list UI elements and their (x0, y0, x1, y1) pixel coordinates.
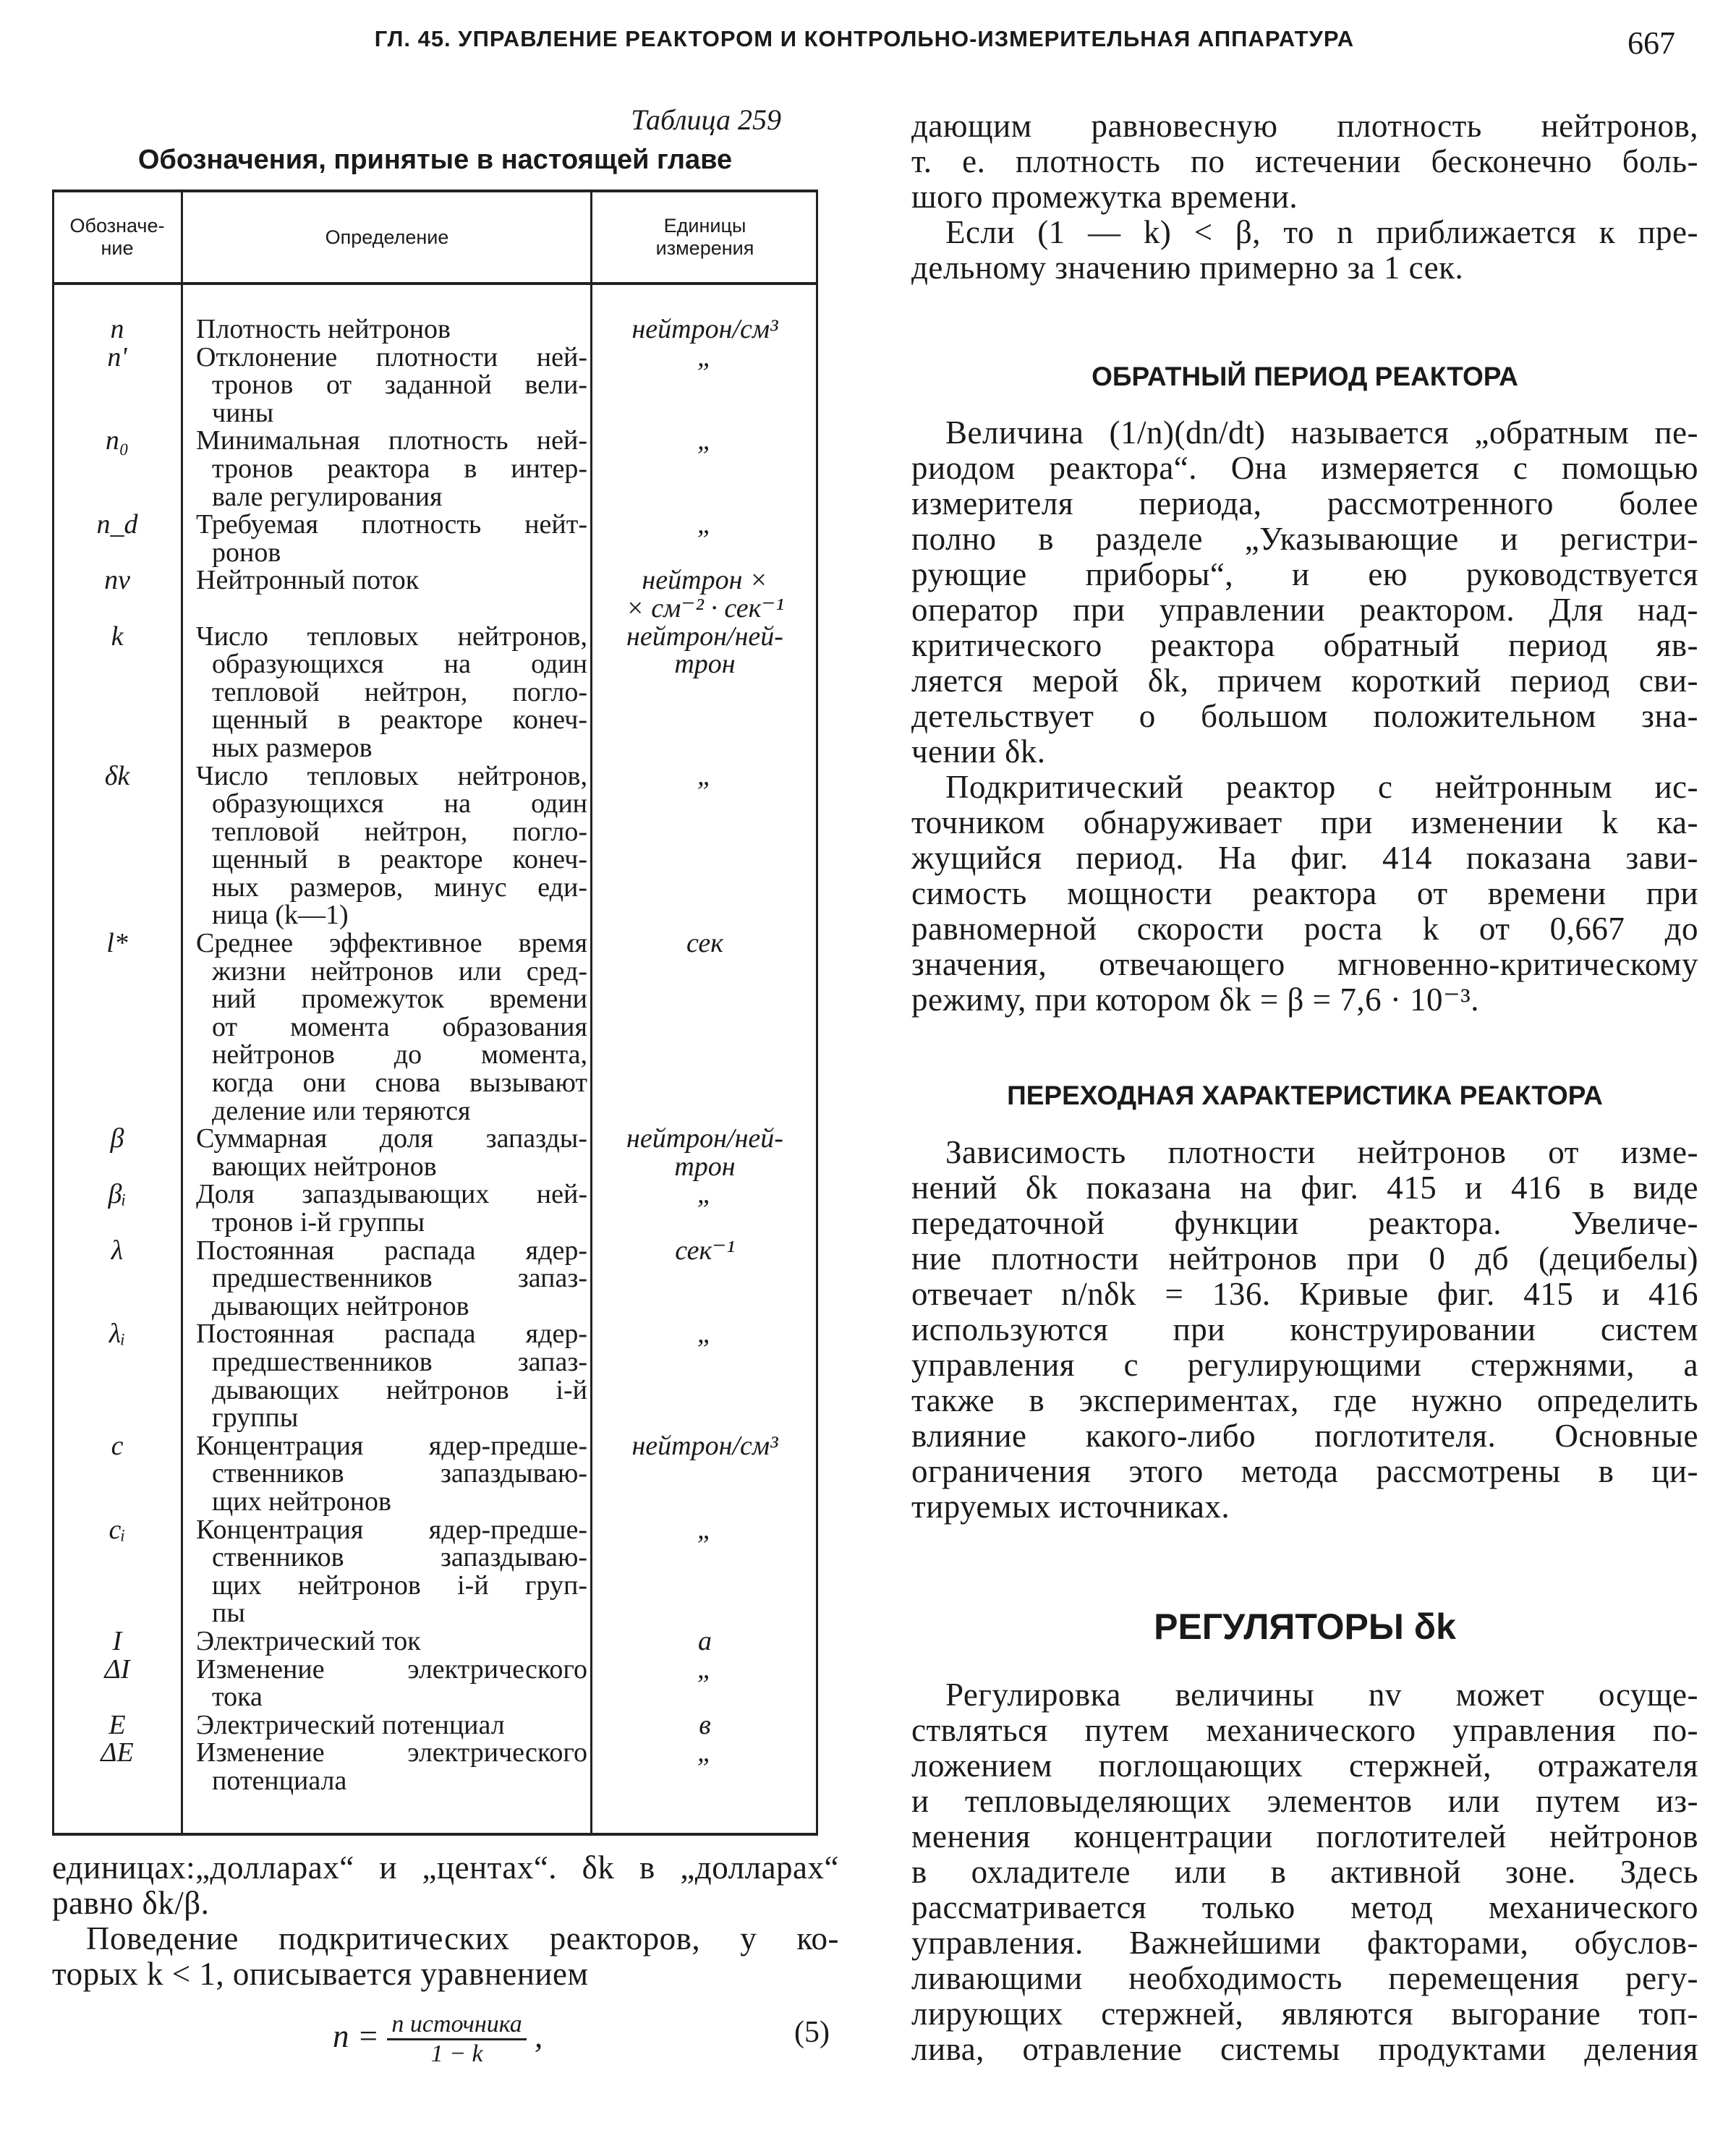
definition-line: Концентрация ядер-предше- (196, 1430, 587, 1461)
definition-line: дывающих нейтронов i-й (212, 1374, 587, 1405)
table-body (52, 315, 818, 1794)
units-line: нейтрон/см³ (631, 1430, 778, 1461)
table-row (52, 1711, 818, 1740)
section-heading-regulators: РЕГУЛЯТОРЫ δk (1154, 1606, 1456, 1647)
row-symbol: n₀ (105, 425, 129, 456)
text-line: дельному значению примерно за 1 сек. (911, 250, 1464, 286)
paragraph (911, 415, 1698, 770)
row-symbol: n' (107, 341, 127, 372)
units-line: „ (697, 1653, 713, 1685)
paragraph (911, 108, 1698, 215)
text-line: нений δk показана на фиг. 415 и 416 в виде (911, 1170, 1698, 1206)
text-line: в охладителе или в активной зоне. Здесь (911, 1854, 1698, 1890)
table-row (52, 1653, 818, 1713)
equation-5 (333, 2011, 542, 2068)
definition-line: Плотность нейтронов (196, 314, 451, 344)
text-line: Величина (1/n)(dn/dt) называется „обратным пе- (945, 414, 1698, 451)
paragraph (911, 1677, 1698, 2067)
units-line: „ (697, 1319, 713, 1350)
paragraph (52, 1921, 839, 1992)
definition-line: от момента образования (212, 1011, 587, 1042)
definition-line: Отклонение плотности ней- (196, 341, 587, 372)
row-definition (182, 1180, 592, 1236)
definition-line: Постоянная распада ядер- (196, 1235, 587, 1266)
definition-line: щенный в реакторе конеч- (212, 844, 587, 875)
row-units (592, 762, 818, 930)
text-line: Если (1 — k) < β, то n приближается к пре- (945, 214, 1698, 250)
text-line: ствляться путем механического управления по- (911, 1712, 1698, 1748)
table-row (52, 1180, 818, 1236)
definition-line: образующихся на один (212, 788, 587, 819)
text-line: ограничения этого метода рассмотрены в ци- (911, 1453, 1698, 1489)
units-line: трон (674, 649, 736, 680)
left-body-text (52, 1850, 839, 1992)
paragraph (911, 215, 1698, 286)
text-line: симость мощности реактора от времени при (911, 875, 1698, 911)
units-line: × см⁻² · сек⁻¹ (626, 592, 784, 623)
text-line: режиму, при котором δk = β = 7,6 · 10⁻³. (911, 982, 1480, 1018)
row-definition (182, 1125, 592, 1180)
row-definition (182, 566, 592, 622)
definition-line: Доля запаздывающих ней- (196, 1179, 587, 1210)
row-units (592, 1653, 818, 1711)
text-line: Регулировка величины nv может осуще- (945, 1677, 1698, 1713)
units-line: „ (697, 509, 713, 540)
text-line: Подкритический реактор с нейтронным ис- (945, 769, 1698, 805)
equation-denominator: 1 − k (430, 2040, 483, 2067)
row-units (592, 1237, 818, 1321)
definition-line: тепловой нейтрон, погло- (212, 816, 587, 847)
units-line: трон (674, 1151, 736, 1182)
text-line: значения, отвечающего мгновенно-критическому (911, 946, 1698, 982)
definition-line: тронов реактора в интер- (212, 453, 587, 484)
table-row (52, 427, 818, 511)
text-line: и тепловыделяющих элементов или путем из- (911, 1783, 1698, 1819)
units-line: а (698, 1625, 712, 1656)
header-units: Единицы измерения (655, 215, 754, 259)
table-row (52, 566, 818, 622)
definition-line: Суммарная доля запазды- (196, 1123, 587, 1154)
table-title: Обозначения, принятые в настоящей главе (137, 145, 733, 175)
definition-line: Минимальная плотность ней- (196, 425, 587, 456)
row-units (592, 341, 818, 427)
row-definition (182, 1653, 592, 1713)
units-line: нейтрон/см³ (631, 314, 778, 344)
definition-line: образующихся на один (212, 649, 587, 680)
units-line: „ (697, 1514, 713, 1545)
definition-line: Электрический потенциал (196, 1709, 505, 1740)
text-line: менения концентрации поглотителей нейтронов (911, 1818, 1698, 1855)
units-line: „ (697, 760, 713, 791)
text-line: рующие приборы“, и ею руководствуется (911, 556, 1698, 592)
row-units (592, 623, 818, 762)
definition-line: чины (212, 397, 274, 428)
text-line: Зависимость плотности нейтронов от изме- (945, 1134, 1698, 1170)
table-row (52, 341, 818, 428)
text-line: точником обнаруживает при изменении k ка- (911, 804, 1698, 840)
units-line: нейтрон/ней- (626, 621, 783, 652)
page-number: 667 (1628, 25, 1675, 61)
text-line: ливающими необходимость перемещения регу- (911, 1960, 1698, 1996)
definition-line: ственников запаздываю- (212, 1458, 587, 1489)
paragraph (911, 770, 1698, 1018)
row-units (592, 511, 818, 566)
units-line: „ (697, 341, 713, 372)
text-line: Поведение подкритических реакторов, у ко- (86, 1920, 839, 1956)
units-line: нейтрон/ней- (626, 1123, 783, 1154)
definition-line: дывающих нейтронов (212, 1290, 469, 1321)
row-units (592, 1739, 818, 1794)
row-units (592, 1627, 818, 1656)
row-units (592, 1711, 818, 1740)
row-definition (182, 929, 592, 1125)
definition-line: Нейтронный поток (196, 565, 420, 596)
row-units (592, 427, 818, 511)
row-units (592, 315, 818, 344)
row-definition (182, 1319, 592, 1434)
row-symbol: λ (111, 1235, 124, 1266)
row-symbol: βᵢ (108, 1179, 127, 1210)
units-line: „ (697, 1179, 713, 1210)
row-definition (182, 623, 592, 762)
row-definition (182, 315, 592, 344)
row-units (592, 1320, 818, 1431)
definition-line: ственников запаздываю- (212, 1542, 587, 1573)
text-line: измерителя периода, рассмотренного более (911, 485, 1698, 521)
row-symbol: I (112, 1625, 122, 1656)
text-line: равномерной скорости роста k от 0,667 до (911, 911, 1698, 947)
row-units (592, 566, 818, 622)
row-symbol: ΔE (101, 1737, 134, 1768)
table-row (52, 315, 818, 344)
text-line: тируемых источниках. (911, 1489, 1230, 1525)
text-line: шого промежутка времени. (911, 179, 1298, 215)
text-line: дающим равновесную плотность нейтронов, (911, 108, 1698, 144)
definition-line: Изменение электрического (196, 1653, 587, 1685)
definition-line: щенный в реакторе конеч- (212, 704, 587, 736)
text-line: ние плотности нейтронов при 0 дб (децибелы) (911, 1240, 1698, 1277)
row-units (592, 1180, 818, 1236)
text-line: равно δk/β. (52, 1885, 210, 1921)
section-heading-inverse-period: ОБРАТНЫЙ ПЕРИОД РЕАКТОРА (1092, 362, 1518, 391)
row-symbol: nv (104, 565, 130, 596)
definition-line: вающих нейтронов (212, 1151, 437, 1182)
text-line: полно в разделе „Указывающие и регистри- (911, 521, 1698, 557)
definition-line: ронов (212, 537, 281, 568)
right-block-1 (911, 108, 1698, 286)
units-line: сек (686, 928, 723, 959)
definition-line: деление или теряются (212, 1095, 471, 1126)
equation-comma: , (535, 2017, 543, 2054)
definition-line: Число тепловых нейтронов, (196, 621, 587, 652)
definition-line: ных размеров, минус еди- (212, 872, 587, 903)
text-line: передаточной функции реактора. Увеличе- (911, 1205, 1698, 1241)
table-row (52, 762, 818, 930)
text-line: также в экспериментах, где нужно определить (911, 1382, 1698, 1418)
table-row (52, 511, 818, 566)
definition-line: ных размеров (212, 732, 373, 763)
row-units (592, 1516, 818, 1627)
table-row (52, 1319, 818, 1434)
definition-line: когда они снова вызывают (212, 1068, 587, 1099)
row-symbol: δk (104, 760, 130, 791)
text-line: ложением поглощающих стержней, отражателя (911, 1747, 1698, 1784)
definition-line: группы (212, 1402, 299, 1434)
units-line: „ (697, 1737, 713, 1768)
header-definition: Определение (325, 226, 449, 248)
row-definition (182, 762, 592, 930)
units-line: нейтрон × (642, 565, 768, 596)
row-symbol: c (111, 1430, 124, 1461)
definition-line: Концентрация ядер-предше- (196, 1514, 587, 1545)
definition-line: нейтронов до момента, (212, 1039, 587, 1070)
paragraph (52, 1850, 839, 1921)
units-line: в (699, 1709, 711, 1740)
table-row (52, 623, 818, 762)
right-block-4 (911, 1677, 1698, 2067)
header-symbol: Обозначе- ние (69, 215, 165, 259)
notation-table (52, 190, 818, 1836)
equation-number: (5) (794, 2016, 830, 2049)
row-symbol: cᵢ (109, 1514, 126, 1545)
equation-numerator: n источника (387, 2011, 526, 2040)
definition-line: тепловой нейтрон, погло- (212, 676, 587, 707)
definition-line: вале регулирования (212, 481, 443, 512)
definition-line: ница (k—1) (212, 900, 349, 931)
text-line: единицах:„долларах“ и „центах“. δk в „долларах“ (52, 1849, 839, 1886)
row-definition (182, 1627, 592, 1656)
definition-line: жизни нейтронов или сред- (212, 955, 587, 987)
row-definition (182, 1739, 592, 1794)
text-line: чении δk. (911, 733, 1046, 770)
text-line: риодом реактора“. Она измеряется с помощью (911, 450, 1698, 486)
row-symbol: n_d (96, 509, 138, 540)
definition-line: потенциала (212, 1765, 347, 1796)
text-line: оператор при управлении реактором. Для над- (911, 592, 1698, 628)
paragraph (911, 1135, 1698, 1525)
definition-line: щих нейтронов i-й груп- (212, 1570, 587, 1601)
text-line: используются при конструировании систем (911, 1311, 1698, 1347)
row-symbol: n (110, 314, 124, 344)
units-line: „ (697, 425, 713, 456)
row-units (592, 1432, 818, 1516)
section-heading-transfer-function: ПЕРЕХОДНАЯ ХАРАКТЕРИСТИКА РЕАКТОРА (1007, 1081, 1603, 1110)
text-line: жущийся период. На фиг. 414 показана зави- (911, 840, 1698, 876)
definition-line: Число тепловых нейтронов, (196, 760, 587, 791)
text-line: влияние какого-либо поглотителя. Основные (911, 1418, 1698, 1454)
table-number: Таблица 259 (631, 103, 781, 136)
row-symbol: λᵢ (109, 1319, 126, 1350)
row-symbol: k (111, 621, 124, 652)
text-line: лирующих стержней, являются выгорание топ- (911, 1996, 1698, 2032)
definition-line: предшественников запаз- (212, 1346, 587, 1377)
text-line: критического реактора обратный период яв- (911, 627, 1698, 663)
table-row (52, 1432, 818, 1516)
row-definition (182, 1711, 592, 1740)
table-row (52, 1237, 818, 1321)
row-symbol: E (109, 1709, 126, 1740)
text-line: управления с регулирующими стержнями, а (911, 1347, 1698, 1383)
text-line: торых k < 1, описывается уравнением (52, 1956, 589, 1992)
definition-line: тока (212, 1682, 263, 1713)
row-definition (182, 511, 592, 566)
definition-line: Постоянная распада ядер- (196, 1319, 587, 1350)
definition-line: тронов i-й группы (212, 1207, 425, 1238)
row-definition (182, 341, 592, 428)
right-block-3 (911, 1135, 1698, 1525)
table-row (52, 1125, 818, 1180)
text-line: отвечает n/nδk = 136. Кривые фиг. 415 и 416 (911, 1276, 1698, 1312)
definition-line: тронов от заданной вели- (212, 370, 587, 401)
text-line: детельствует о большом положительном зна- (911, 698, 1698, 734)
row-units (592, 929, 818, 1125)
row-symbol: ΔI (104, 1653, 130, 1685)
row-symbol: β (110, 1123, 124, 1154)
row-definition (182, 1432, 592, 1516)
text-line: рассматривается только метод механического (911, 1889, 1698, 1925)
definition-line: Электрический ток (196, 1625, 421, 1656)
equation-lhs: n = (333, 2017, 380, 2054)
definition-line: Изменение электрического (196, 1737, 587, 1768)
row-definition (182, 427, 592, 511)
definition-line: ний промежуток времени (212, 984, 587, 1015)
running-head: ГЛ. 45. УПРАВЛЕНИЕ РЕАКТОРОМ И КОНТРОЛЬНО-ИЗМЕРИТЕЛЬНАЯ АППАРАТУРА (374, 26, 1355, 51)
definition-line: Среднее эффективное время (196, 928, 587, 959)
text-line: лива, отравление системы продуктами деления (911, 2031, 1698, 2067)
text-line: т. е. плотность по истечении бесконечно боль- (911, 143, 1698, 179)
text-line: управления. Важнейшими факторами, обуслов- (911, 1925, 1698, 1961)
definition-line: щих нейтронов (212, 1486, 391, 1517)
header-rule (52, 282, 818, 285)
definition-line: Требуемая плотность нейт- (196, 509, 587, 540)
definition-line: пы (212, 1598, 245, 1629)
table-row (52, 1627, 818, 1656)
equation-fraction (387, 2011, 526, 2068)
row-definition (182, 1516, 592, 1627)
text-line: ляется мерой δk, причем короткий период сви- (911, 663, 1698, 699)
right-block-2 (911, 415, 1698, 1018)
row-definition (182, 1237, 592, 1321)
table-row (52, 1516, 818, 1627)
units-line: сек⁻¹ (675, 1235, 735, 1266)
row-symbol: l* (106, 928, 128, 959)
row-units (592, 1125, 818, 1180)
table-row (52, 1739, 818, 1794)
definition-line: предшественников запаз- (212, 1263, 587, 1294)
table-row (52, 929, 818, 1125)
